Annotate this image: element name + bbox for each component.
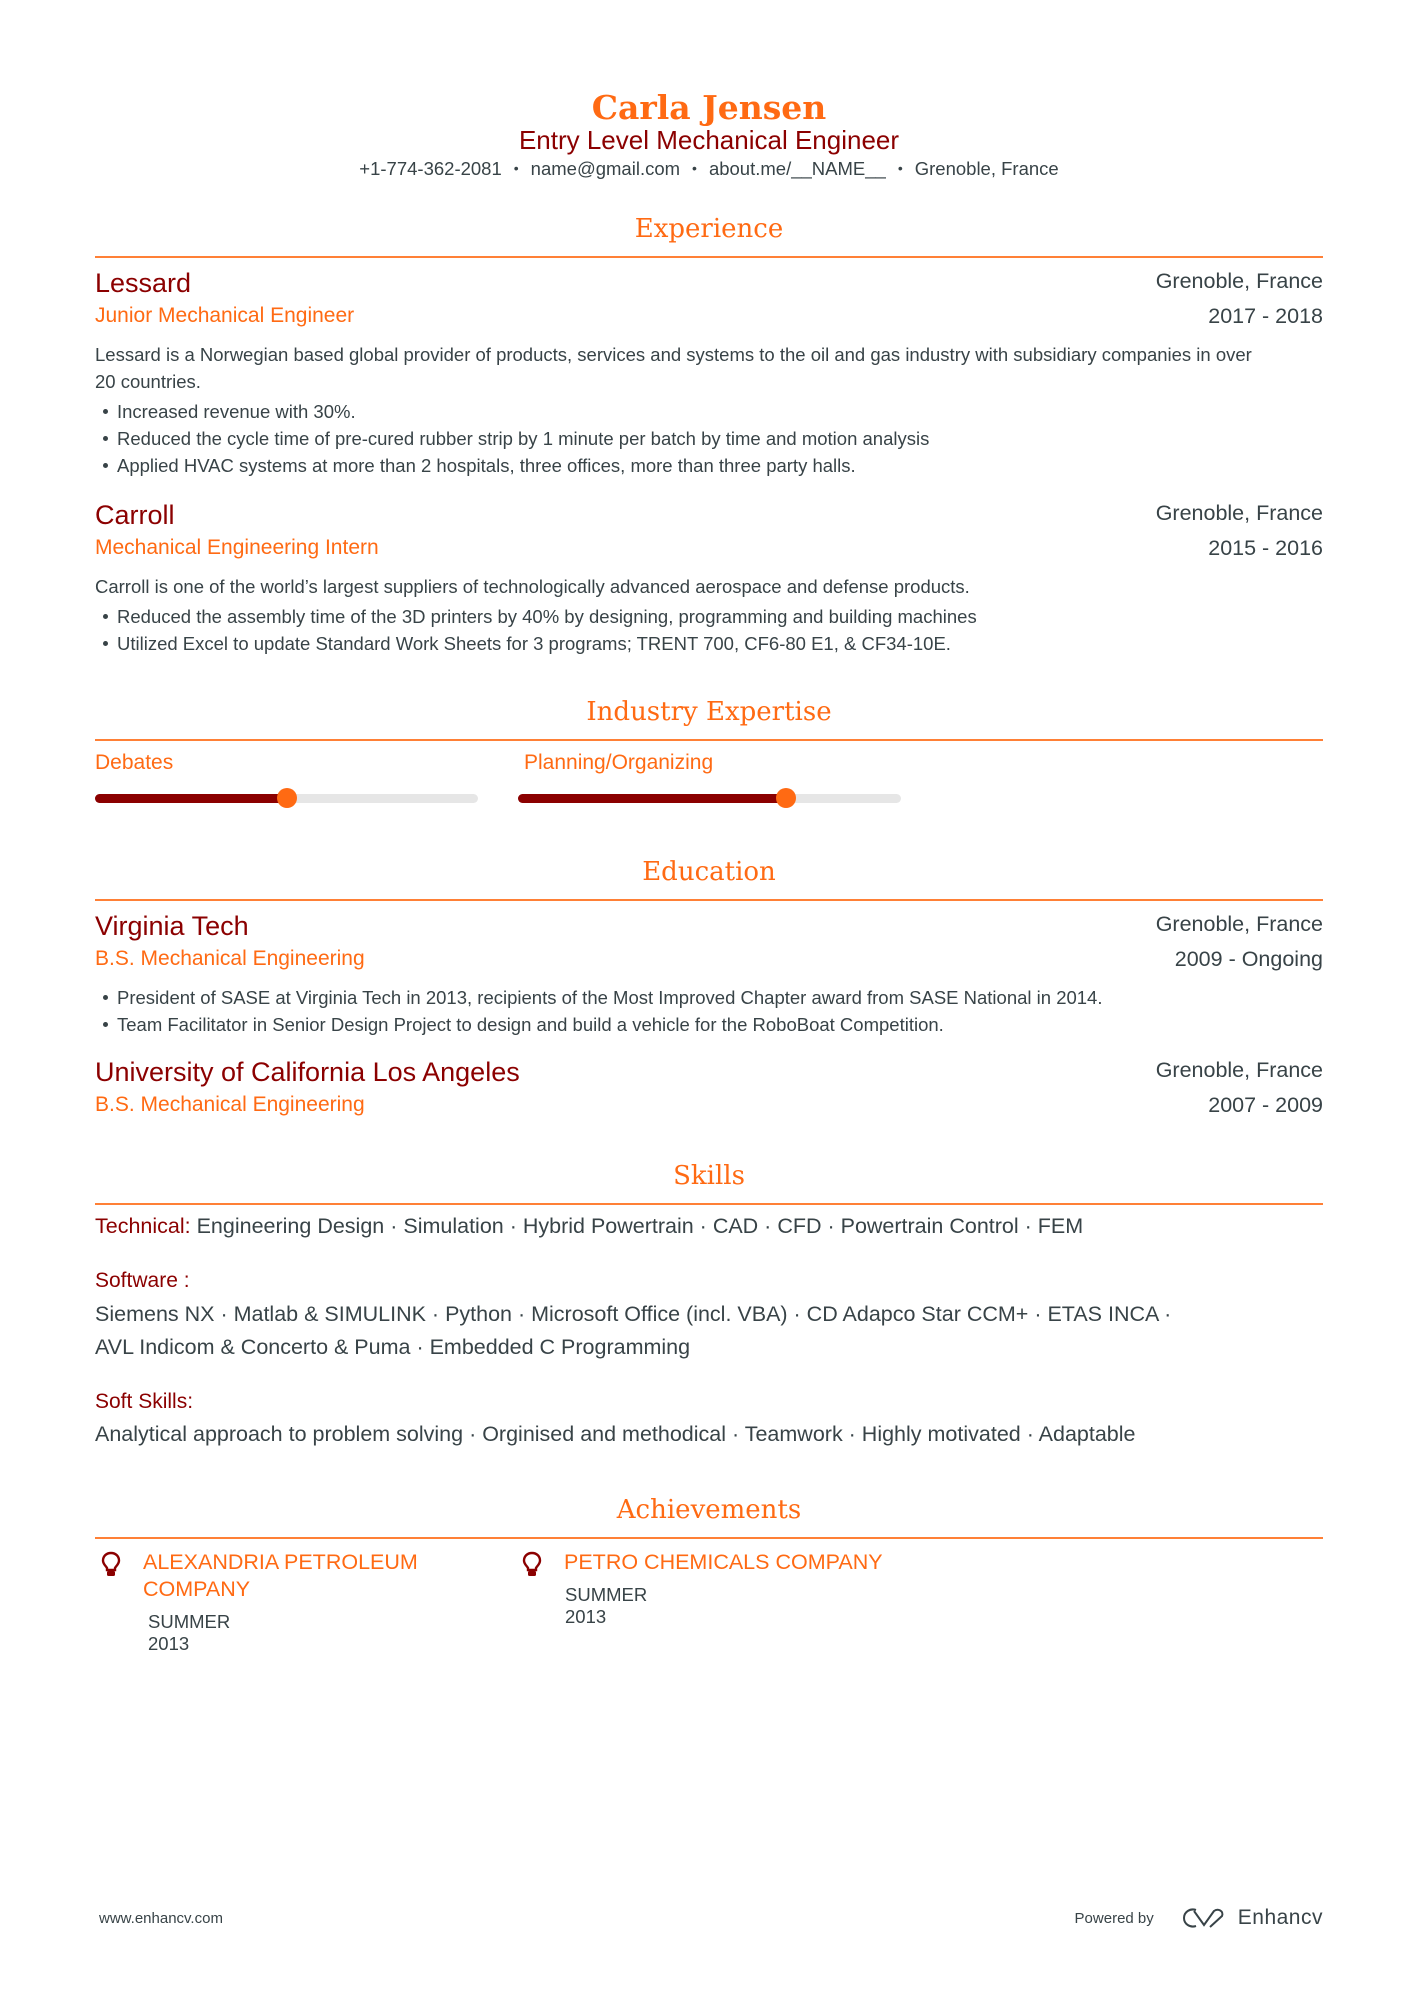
skill-list: Siemens NX · Matlab & SIMULINK · Python · Microsoft Office (incl. VBA) · CD Adapco Star CCM+ · ETAS INCA · xyxy=(95,1302,1172,1326)
section-divider xyxy=(95,1203,1323,1205)
expertise-level-marker xyxy=(776,788,796,808)
list-item: Utilized Excel to update Standard Work Sheets for 3 programs; TRENT 700, CF6-80 E1, & CF34-10E. xyxy=(95,630,977,657)
achievement-date: SUMMER 2013 xyxy=(565,1584,648,1627)
skill-category-label: Software : xyxy=(95,1269,190,1292)
footer-website-link[interactable]: www.enhancv.com xyxy=(99,1910,223,1927)
section-heading-expertise: Industry Expertise xyxy=(586,697,832,727)
skill-list: AVL Indicom & Concerto & Puma · Embedded C Programming xyxy=(95,1335,691,1359)
achievement-title: ALEXANDRIA PETROLEUM COMPANY xyxy=(143,1550,418,1601)
website-link[interactable]: about.me/__NAME__ xyxy=(708,158,886,179)
company-description: Carroll is one of the world’s largest suppliers of technologically advanced aerospace and defense products. xyxy=(95,576,970,597)
lightbulb-icon xyxy=(101,1551,121,1577)
school-name: Virginia Tech xyxy=(95,911,249,941)
degree: B.S. Mechanical Engineering xyxy=(95,947,365,970)
section-divider xyxy=(95,1537,1323,1539)
skill-list: Engineering Design · Simulation · Hybrid Powertrain · CAD · CFD · Powertrain Control · FEM xyxy=(196,1214,1084,1238)
expertise-level-fill xyxy=(518,794,786,803)
expertise-level-bar xyxy=(95,794,478,803)
brand-name: Enhancv xyxy=(1237,1906,1323,1929)
location: Grenoble, France xyxy=(1155,912,1323,936)
powered-by-label: Powered by xyxy=(1074,1909,1154,1927)
expertise-level-fill xyxy=(95,794,287,803)
section-heading-experience: Experience xyxy=(634,214,784,244)
achievement-list xyxy=(95,603,977,657)
section-heading-education: Education xyxy=(642,857,776,887)
job-title: Junior Mechanical Engineer xyxy=(95,304,355,327)
company-name: Lessard xyxy=(95,268,192,298)
expertise-label: Planning/Organizing xyxy=(524,751,714,774)
dates: 2015 - 2016 xyxy=(1208,536,1323,560)
achievement-date: SUMMER 2013 xyxy=(148,1611,231,1654)
dates: 2009 - Ongoing xyxy=(1174,947,1323,971)
location: Grenoble, France xyxy=(1155,501,1323,525)
section-divider xyxy=(95,899,1323,901)
separator: • xyxy=(692,160,697,176)
lightbulb-icon xyxy=(522,1551,542,1577)
separator: • xyxy=(897,160,903,176)
company-name: Carroll xyxy=(95,500,175,530)
section-divider xyxy=(95,256,1323,258)
achievement-title: PETRO CHEMICALS COMPANY xyxy=(564,1550,883,1574)
section-divider xyxy=(95,739,1323,741)
skill-category-label: Technical: xyxy=(95,1214,191,1238)
candidate-title: Entry Level Mechanical Engineer xyxy=(518,125,900,155)
dates: 2007 - 2009 xyxy=(1208,1093,1323,1117)
list-item: Team Facilitator in Senior Design Project to design and build a vehicle for the RoboBoat Competition. xyxy=(95,1011,1103,1038)
expertise-label: Debates xyxy=(95,751,174,774)
location: Grenoble, France xyxy=(1155,269,1323,293)
list-item: Reduced the assembly time of the 3D printers by 40% by designing, programming and building machines xyxy=(95,603,977,630)
section-heading-achievements: Achievements xyxy=(616,1495,802,1525)
school-name: University of California Los Angeles xyxy=(95,1057,520,1087)
candidate-name: Carla Jensen xyxy=(591,88,827,127)
technical-skills xyxy=(95,1214,1083,1239)
company-description: Lessard is a Norwegian based global provider of products, services and systems to the oil and gas industry with subsidiary companies in over 20 countries. xyxy=(95,344,1252,392)
dates: 2017 - 2018 xyxy=(1208,304,1323,328)
enhancv-logo-icon xyxy=(1180,1905,1228,1931)
contact-line xyxy=(95,158,1323,180)
phone[interactable]: +1-774-362-2081 xyxy=(359,158,502,179)
degree: B.S. Mechanical Engineering xyxy=(95,1093,365,1116)
expertise-level-marker xyxy=(277,788,297,808)
list-item: Applied HVAC systems at more than 2 hospitals, three offices, more than three party halls. xyxy=(95,452,929,479)
list-item: Increased revenue with 30%. xyxy=(95,398,929,425)
resume-page xyxy=(95,0,1323,1995)
achievement-list xyxy=(95,398,929,479)
skill-category-label: Soft Skills: xyxy=(95,1390,194,1413)
location: Grenoble, France xyxy=(914,158,1059,179)
achievement-list xyxy=(95,984,1103,1038)
email[interactable]: name@gmail.com xyxy=(530,158,681,179)
section-heading-skills: Skills xyxy=(673,1161,745,1191)
skill-list: Analytical approach to problem solving · Orginised and methodical · Teamwork · Highly motivated · Adaptable xyxy=(95,1422,1136,1446)
location: Grenoble, France xyxy=(1155,1058,1323,1082)
job-title: Mechanical Engineering Intern xyxy=(95,536,379,559)
separator: • xyxy=(513,160,519,176)
list-item: Reduced the cycle time of pre-cured rubber strip by 1 minute per batch by time and motion analysis xyxy=(95,425,929,452)
footer-powered-by xyxy=(1075,1905,1323,1931)
list-item: President of SASE at Virginia Tech in 2013, recipients of the Most Improved Chapter award from SASE National in 2014. xyxy=(95,984,1103,1011)
expertise-level-bar xyxy=(518,794,901,803)
